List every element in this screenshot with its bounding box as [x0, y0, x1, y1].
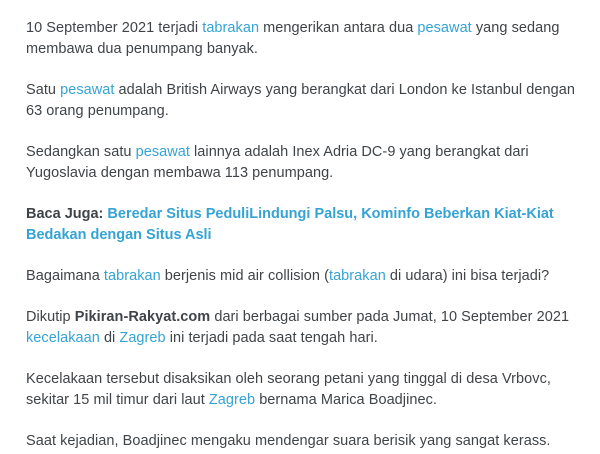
paragraph-4: Bagaimana tabrakan berjenis mid air collision (tabrakan di udara) ini bisa terjadi?	[26, 268, 550, 285]
inline-link[interactable]: pesawat	[60, 82, 115, 99]
paragraph-5: Dikutip Pikiran-Rakyat.com dari berbagai sumber pada Jumat, 10 September 2021 kecelakaan di Zagreb ini terjadi pada saat tengah hari.	[26, 309, 570, 347]
inline-link[interactable]: tabrakan	[328, 268, 386, 285]
inline-link[interactable]: kecelakaan	[26, 330, 100, 347]
paragraph-1: 10 September 2021 terjadi tabrakan mengerikan antara dua pesawat yang sedang membawa dua penumpang banyak.	[26, 20, 560, 58]
inline-link[interactable]: Zagreb	[119, 330, 166, 347]
paragraph-6: Kecelakaan tersebut disaksikan oleh seorang petani yang tinggal di desa Vrbovc, sekitar 15 mil timur dari laut Zagreb bernama Marica Boadjinec.	[26, 371, 551, 409]
baca-juga-link[interactable]: Beredar Situs PeduliLindungi Palsu, Kominfo Beberkan Kiat-Kiat Bedakan dengan Situs Asli	[26, 206, 554, 244]
paragraph-2: Satu pesawat adalah British Airways yang berangkat dari London ke Istanbul dengan 63 orang penumpang.	[26, 82, 575, 120]
inline-link[interactable]: Zagreb	[208, 392, 256, 409]
paragraph-7: Saat kejadian, Boadjinec mengaku mendengar suara berisik yang sangat kerass.	[26, 433, 551, 450]
inline-link[interactable]: pesawat	[417, 20, 472, 36]
inline-link[interactable]: tabrakan	[103, 268, 161, 285]
inline-link[interactable]: pesawat	[135, 144, 190, 161]
inline-link[interactable]: tabrakan	[202, 20, 260, 36]
paragraph-3: Sedangkan satu pesawat lainnya adalah Inex Adria DC-9 yang berangkat dari Yugoslavia dengan membawa 113 penumpang.	[26, 144, 529, 182]
source-name: Pikiran-Rakyat.com	[74, 309, 211, 326]
baca-juga-block	[26, 204, 578, 246]
baca-juga-label: Baca Juga:	[26, 206, 104, 223]
